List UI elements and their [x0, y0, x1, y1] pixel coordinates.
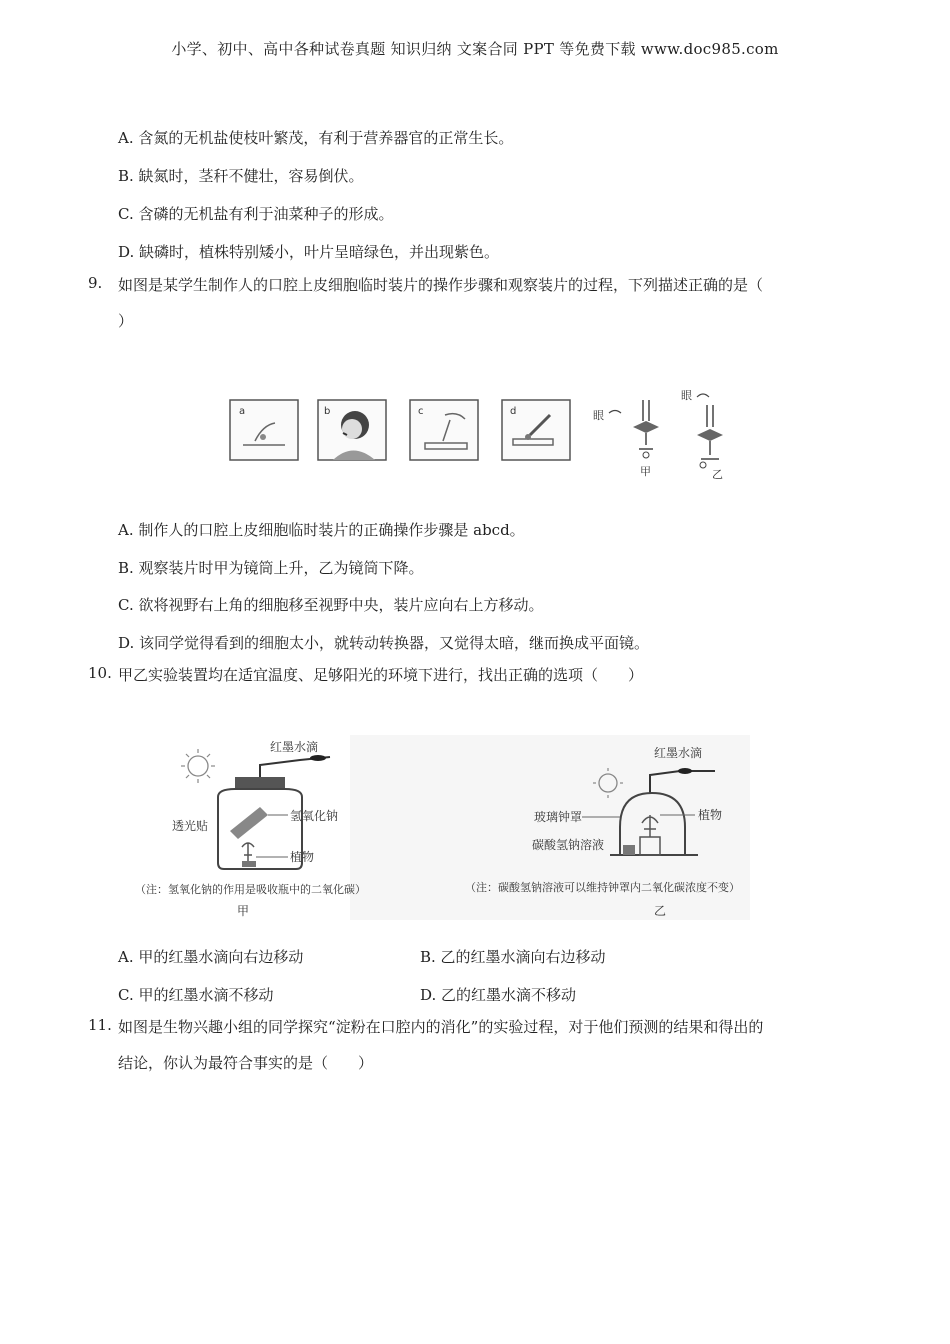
q9-figure — [225, 375, 745, 485]
yi-note: （注：碳酸氢钠溶液可以维持钟罩内二氧化碳浓度不变） — [465, 881, 740, 894]
q10-option-c: C. 甲的红墨水滴不移动 — [118, 986, 274, 1004]
q9-stem-line2: ） — [118, 312, 134, 330]
panel-b — [318, 400, 386, 460]
microscope-yi — [681, 389, 723, 481]
jia-caption: 甲 — [237, 904, 250, 918]
q10-number: 10. — [88, 664, 112, 682]
q9-option-d: D. 该同学觉得看到的细胞太小，就转动转换器，又觉得太暗，继而换成平面镜。 — [118, 634, 650, 652]
q9-stem-line1: 如图是某学生制作人的口腔上皮细胞临时装片的操作步骤和观察装片的过程，下列描述正确的是（ — [118, 276, 764, 294]
q9-number: 9. — [88, 274, 103, 292]
yi-solution-label: 碳酸氢钠溶液 — [532, 838, 605, 852]
panel-c-label: c — [418, 406, 424, 417]
apparatus-jia — [135, 739, 366, 918]
jia-red-ink-label: 红墨水滴 — [270, 740, 319, 754]
q9-option-c: C. 欲将视野右上角的细胞移至视野中央，装片应向右上方移动。 — [118, 596, 544, 614]
q9-option-a: A. 制作人的口腔上皮细胞临时装片的正确操作步骤是 abcd。 — [118, 521, 525, 539]
q10-option-b: B. 乙的红墨水滴向右边移动 — [420, 948, 606, 966]
yi-label: 乙 — [712, 468, 723, 481]
jia-naoh-label: 氢氧化钠 — [290, 809, 339, 823]
microscope-jia — [593, 400, 659, 478]
q8-option-c: C. 含磷的无机盐有利于油菜种子的形成。 — [118, 205, 394, 223]
q11-number: 11. — [88, 1016, 112, 1034]
yi-bell-jar-label: 玻璃钟罩 — [534, 810, 583, 824]
jia-label: 甲 — [640, 465, 651, 478]
q10-option-a: A. 甲的红墨水滴向右边移动 — [118, 948, 304, 966]
panel-d-label: d — [510, 406, 517, 417]
yi-red-ink-label: 红墨水滴 — [654, 746, 703, 760]
q11-stem-line1: 如图是生物兴趣小组的同学探究“淀粉在口腔内的消化”的实验过程，对于他们预测的结果和得出的 — [118, 1018, 764, 1036]
jia-plant-label: 植物 — [290, 850, 315, 864]
q10-figure — [120, 735, 780, 925]
jia-light-film-label: 透光贴 — [172, 819, 209, 833]
panel-d — [502, 400, 570, 460]
yi-plant-label: 植物 — [698, 808, 723, 822]
q10-option-d: D. 乙的红墨水滴不移动 — [420, 986, 577, 1004]
yi-caption: 乙 — [654, 904, 667, 918]
page-header: 小学、初中、高中各种试卷真题 知识归纳 文案合同 PPT 等免费下载 www.doc985.com — [171, 40, 779, 58]
q10-stem: 甲乙实验装置均在适宜温度、足够阳光的环境下进行，找出正确的选项（ ） — [118, 666, 644, 684]
q8-option-b: B. 缺氮时，茎秆不健壮，容易倒伏。 — [118, 167, 364, 185]
q9-option-b: B. 观察装片时甲为镜筒上升，乙为镜筒下降。 — [118, 559, 424, 577]
q8-option-d: D. 缺磷时，植株特别矮小，叶片呈暗绿色，并出现紫色。 — [118, 243, 500, 261]
q8-option-a: A. 含氮的无机盐使枝叶繁茂，有利于营养器官的正常生长。 — [118, 129, 514, 147]
panel-b-label: b — [324, 406, 331, 417]
eye-label-jia: 眼 — [593, 409, 604, 422]
panel-a — [230, 400, 298, 460]
jia-note: （注：氢氧化钠的作用是吸收瓶中的二氧化碳） — [135, 883, 366, 896]
q11-stem-line2: 结论，你认为最符合事实的是（ ） — [118, 1054, 374, 1072]
eye-label-yi: 眼 — [681, 389, 692, 402]
panel-a-label: a — [239, 406, 246, 417]
panel-c — [410, 400, 478, 460]
